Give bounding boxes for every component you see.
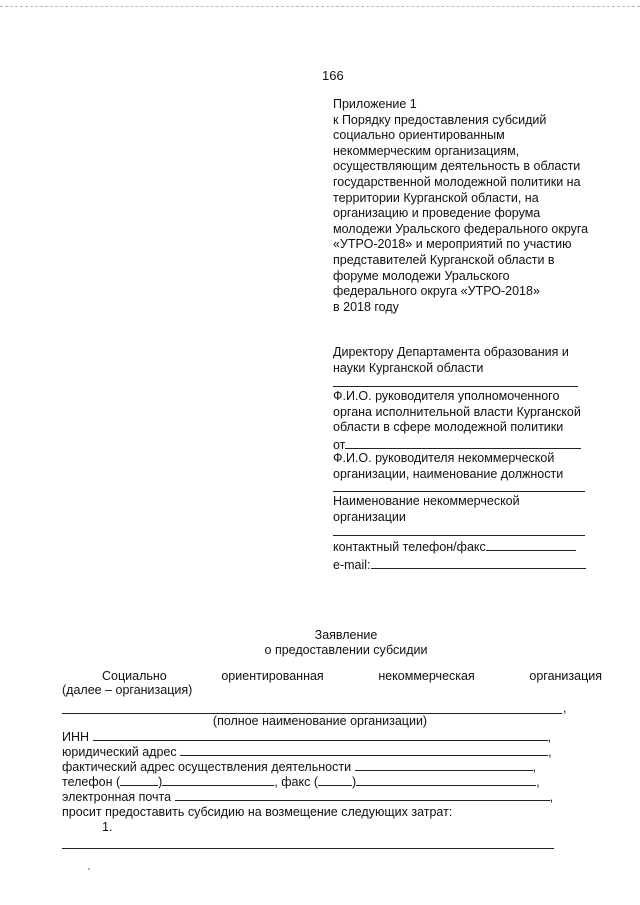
appendix-line: молодежи Уральского федерального округа (333, 221, 589, 236)
appendix-line: в 2018 году (333, 299, 399, 314)
appendix-line: государственной молодежной политики на (333, 174, 581, 189)
statement-subtitle: о предоставлении субсидии (264, 643, 428, 657)
email-row-statement (62, 789, 553, 805)
nko-name-caption-line: организации (333, 509, 406, 524)
contact-field[interactable] (486, 538, 576, 551)
email-field[interactable] (371, 556, 586, 569)
nko-head-field[interactable] (333, 491, 585, 492)
from-field[interactable] (345, 436, 581, 449)
contact-block (333, 538, 598, 573)
statement-email-label: электронная почта (62, 790, 172, 804)
appendix-line: форуме молодежи Уральского (333, 268, 510, 283)
nko-name-field[interactable] (333, 535, 585, 536)
phone-close: ) (158, 775, 163, 789)
intro-word: организация (529, 669, 602, 683)
official-name-field[interactable] (333, 386, 578, 387)
fax-field[interactable] (356, 774, 536, 786)
phone-row (62, 774, 540, 790)
inn-label: ИНН (62, 730, 90, 744)
appendix-line: к Порядку предоставления субсидий (333, 112, 547, 127)
nko-name-caption-line: Наименование некоммерческой (333, 494, 520, 508)
appendix-line: «УТРО-2018» и мероприятий по участию (333, 237, 572, 252)
nko-name-caption (333, 494, 598, 525)
page-number: 166 (322, 68, 344, 83)
phone-code-field[interactable] (120, 774, 158, 786)
appendix-line: некоммерческим организациям, (333, 143, 520, 158)
appendix-line: социально ориентированным (333, 128, 505, 143)
scan-speck (88, 868, 90, 870)
inn-row (62, 729, 551, 745)
statement-title: Заявление (314, 628, 378, 642)
comma: , (549, 790, 554, 804)
fax-code-field[interactable] (318, 774, 352, 786)
item-1-field[interactable] (62, 848, 554, 849)
fax-label: , факс ( (274, 775, 319, 789)
comma: , (547, 730, 552, 744)
nko-head-caption-line: организации, наименование должности (333, 466, 564, 481)
official-caption-line: Ф.И.О. руководителя уполномоченного (333, 389, 560, 403)
actual-address-label: фактический адрес осуществления деятельности (62, 760, 352, 774)
official-caption-line: области в сфере молодежной политики (333, 420, 564, 434)
phone-label: телефон ( (62, 775, 121, 789)
contact-label: контактный телефон/факс (333, 540, 486, 554)
intro-continuation: (далее – организация) (62, 683, 193, 697)
appendix-block (333, 97, 603, 315)
official-caption (333, 389, 598, 453)
scan-top-edge (0, 6, 640, 8)
intro-word: ориентированная (221, 669, 324, 683)
item-number: 1. (102, 820, 113, 834)
comma: , (536, 775, 540, 789)
comma: , (563, 701, 567, 715)
from-label: от (333, 437, 346, 452)
official-caption-line: органа исполнительной власти Курганской (333, 404, 581, 419)
actual-address-row (62, 759, 536, 775)
phone-field[interactable] (162, 774, 274, 786)
intro-line (62, 669, 602, 683)
appendix-line: Приложение 1 (333, 97, 417, 111)
legal-address-label: юридический адрес (62, 745, 177, 759)
legal-address-field[interactable] (180, 744, 548, 756)
appendix-line: территории Курганской области, на (333, 190, 539, 205)
actual-address-field[interactable] (355, 759, 533, 771)
appendix-line: представителей Курганской области в (333, 252, 555, 267)
intro-word: некоммерческая (378, 669, 475, 683)
full-name-caption: (полное наименование организации) (212, 714, 428, 728)
nko-head-caption (333, 451, 598, 482)
intro-word: Социально (102, 669, 167, 683)
email-row (333, 556, 598, 574)
nko-head-caption-line: Ф.И.О. руководителя некоммерческой (333, 451, 555, 465)
contact-row (333, 538, 598, 556)
director-line-1: Директору Департамента образования и (333, 345, 569, 359)
comma: , (532, 760, 537, 774)
appendix-line: организацию и проведение форума (333, 206, 541, 221)
email-label: e-mail: (333, 557, 371, 572)
inn-field[interactable] (93, 729, 548, 741)
appendix-line: осуществляющим деятельность в области (333, 159, 581, 174)
comma: , (548, 745, 552, 759)
statement-email-field[interactable] (175, 789, 550, 801)
appendix-line: федерального округа «УТРО-2018» (333, 284, 540, 299)
fax-close: ) (352, 775, 357, 789)
request-text: просит предоставить субсидию на возмещение следующих затрат: (62, 805, 453, 819)
legal-address-row (62, 744, 552, 760)
addressee-director (333, 345, 598, 376)
director-line-2: науки Курганской области (333, 360, 484, 375)
